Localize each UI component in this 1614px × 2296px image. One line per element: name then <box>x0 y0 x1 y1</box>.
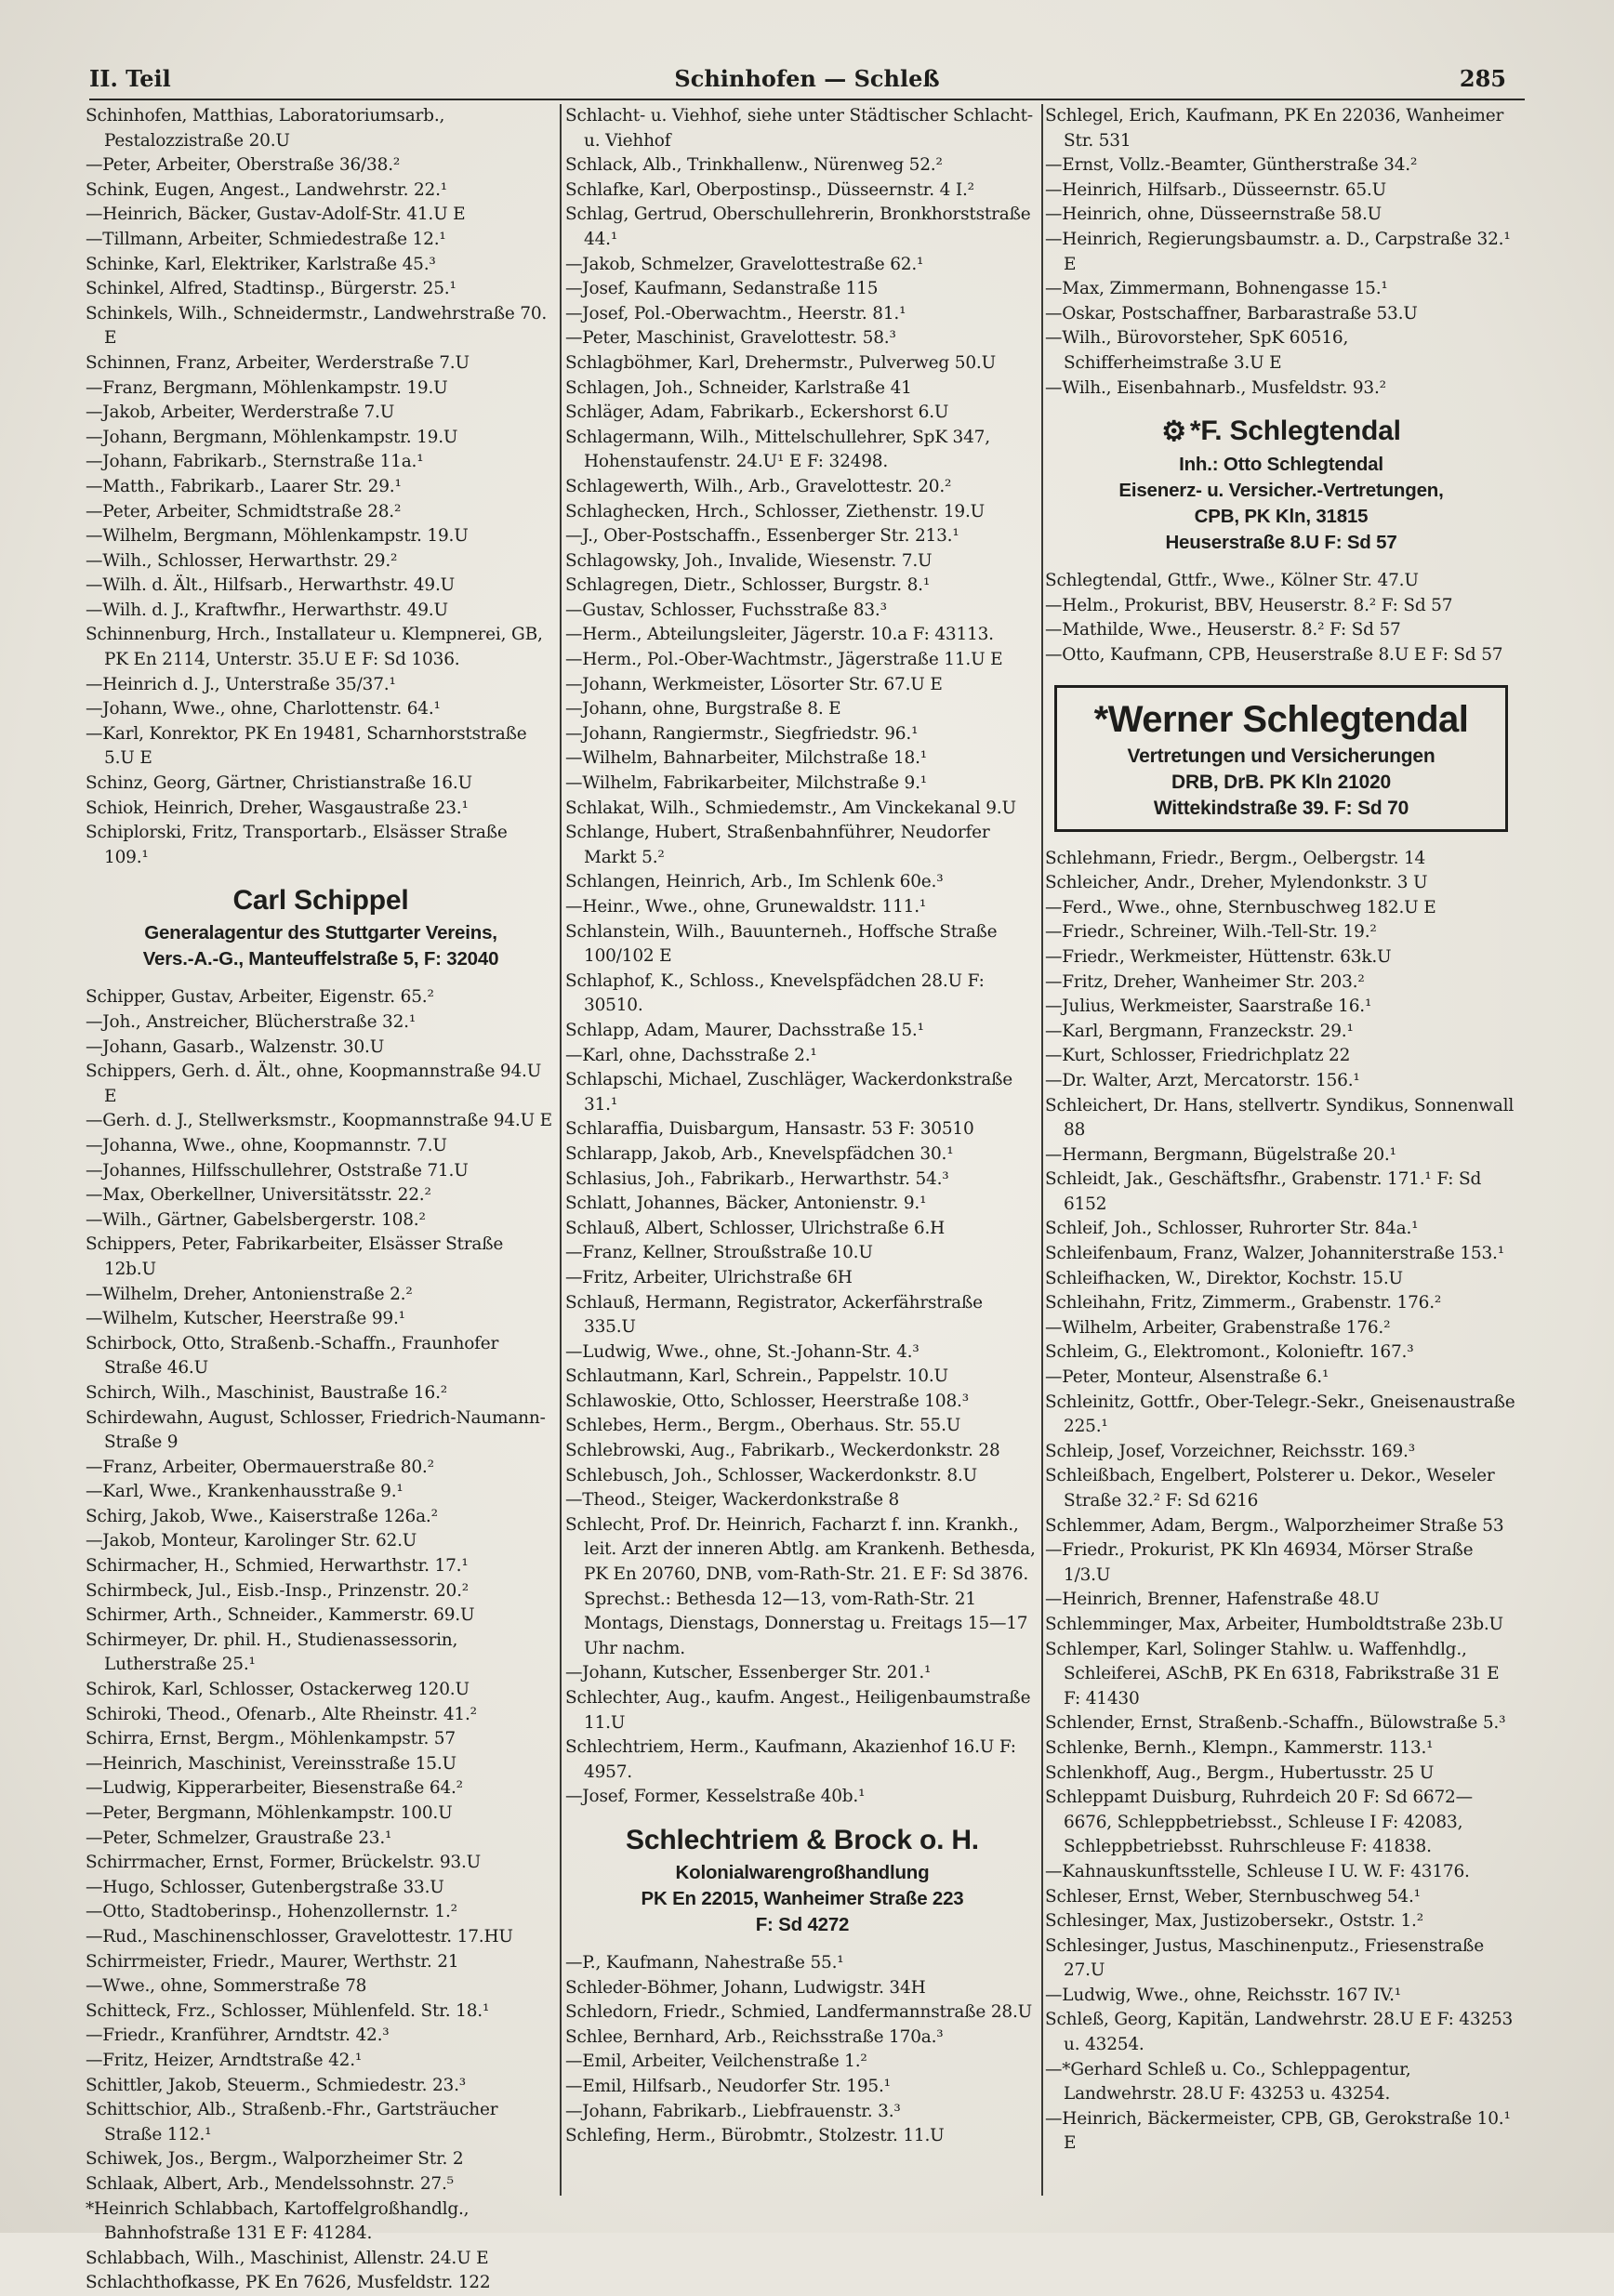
directory-entry: —J., Ober-Postschaffn., Essenberger Str. 213.¹ <box>565 526 959 547</box>
directory-entry: —Emil, Hilfsarb., Neudorfer Str. 195.¹ <box>565 2076 891 2096</box>
directory-entry: Schiplorski, Fritz, Transportarb., Elsässer Straße 109.¹ <box>86 823 508 867</box>
directory-entry: —Karl, Bergmann, Franzeckstr. 29.¹ <box>1045 1021 1354 1041</box>
directory-entry: Schlemminger, Max, Arbeiter, Humboldtstraße 23b.U <box>1045 1614 1503 1634</box>
directory-entry: Schleder-Böhmer, Johann, Ludwigstr. 34H <box>565 1977 926 1998</box>
advertisement-f-schlegtendal <box>1045 412 1517 556</box>
directory-entry: —Max, Zimmermann, Bohnengasse 15.¹ <box>1045 279 1388 299</box>
directory-entry: Schleser, Ernst, Weber, Sternbuschweg 54.¹ <box>1045 1886 1421 1907</box>
entry-list <box>565 104 1039 1810</box>
directory-entry: —Hermann, Bergmann, Bügelstraße 20.¹ <box>1045 1144 1396 1165</box>
directory-entry: Schittschior, Alb., Straßenb.-Fhr., Gartsträucher Straße 112.¹ <box>86 2100 498 2144</box>
directory-entry: —Otto, Stadtoberinsp., Hohenzollernstr. 1.² <box>86 1902 457 1922</box>
ad-line: Inh.: Otto Schlegtendal <box>1179 454 1383 476</box>
directory-entry: Schlebrowski, Aug., Fabrikarb., Weckerdonkstr. 28 <box>565 1441 1000 1461</box>
directory-entry: Schleip, Josef, Vorzeichner, Reichsstr. 169.³ <box>1045 1441 1415 1461</box>
directory-entry: Schinke, Karl, Elektriker, Karlstraße 45.³ <box>86 254 436 274</box>
directory-entry: Schirra, Ernst, Bergm., Möhlenkampstr. 57 <box>86 1729 456 1749</box>
directory-entry: —Heinrich, Regierungsbaumstr. a. D., Carpstraße 32.¹ E <box>1045 229 1511 274</box>
directory-entry: *Heinrich Schlabbach, Kartoffelgroßhandlg., Bahnhofstraße 131 E F: 41284. <box>86 2198 470 2244</box>
directory-entry: —Matth., Fabrikarb., Laarer Str. 29.¹ <box>86 476 402 496</box>
directory-entry: Schlacht- u. Viehhof, siehe unter Städtischer Schlacht- u. Viehhof <box>565 106 1033 151</box>
directory-entry: Schlautmann, Karl, Schrein., Pappelstr. 10.U <box>565 1366 948 1387</box>
directory-entry: —Johann, ohne, Burgstraße 8. E <box>565 699 841 719</box>
directory-entry: Schirch, Wilh., Maschinist, Baustraße 16.² <box>86 1382 447 1403</box>
directory-entry: —Wilhelm, Bahnarbeiter, Milchstraße 18.¹ <box>565 748 927 769</box>
directory-entry: —Kahnauskunftsstelle, Schleuse I U. W. F: 43176. <box>1045 1861 1470 1881</box>
directory-entry: Schleichert, Dr. Hans, stellvertr. Syndikus, Sonnenwall 88 <box>1045 1095 1515 1141</box>
directory-entry: Schleihahn, Fritz, Zimmerm., Grabenstr. 176.² <box>1045 1293 1442 1313</box>
directory-entry: Schlebusch, Joh., Schlosser, Wackerdonkstr. 8.U <box>565 1465 977 1485</box>
ad-line: PK En 22015, Wanheimer Straße 223 <box>641 1887 964 1909</box>
directory-entry: Schittler, Jakob, Steuerm., Schmiedestr. 23.³ <box>86 2075 467 2095</box>
ad-line: DRB, DrB. PK Kln 21020 <box>1171 771 1391 793</box>
directory-entry: Schlaak, Albert, Arb., Mendelssohnstr. 27.⁵ <box>86 2173 454 2194</box>
directory-entry: —Johann, Fabrikarb., Sternstraße 11a.¹ <box>86 452 424 472</box>
directory-entry: —Kurt, Schlosser, Friedrichplatz 22 <box>1045 1046 1351 1066</box>
directory-entry: —Heinrich, Bäcker, Gustav-Adolf-Str. 41.U E <box>86 205 466 225</box>
directory-entry: —Ernst, Vollz.-Beamter, Güntherstraße 34.² <box>1045 155 1418 176</box>
directory-entry: —Theod., Steiger, Wackerdonkstraße 8 <box>565 1490 900 1511</box>
directory-entry: Schleicher, Andr., Dreher, Mylendonkstr. 3 U <box>1045 873 1428 893</box>
ad-line: Kolonialwarengroßhandlung <box>675 1861 930 1883</box>
directory-entry: Schlaghecken, Hrch., Schlosser, Ziethenstr. 19.U <box>565 501 986 521</box>
directory-entry: Schirmbeck, Jul., Eisb.-Insp., Prinzenstr. 20.² <box>86 1580 470 1601</box>
ad-name: *Werner Schlegtendal <box>1093 698 1469 740</box>
directory-entry: Schirrmeister, Friedr., Maurer, Werthstr. 21 <box>86 1951 459 1972</box>
directory-entry: Schlecht, Prof. Dr. Heinrich, Facharzt f. inn. Krankh., leit. Arzt der inneren Abtlg. am Krankenh. Bethesda, PK En 20760, DNB, vom-Rath-Str. 21. E F: Sd 3876. Sprechst.: Bethesda 12—13, vom-Rath-Str. 21 Montags, Dienstags, Donnerstag u. Freitags 15—17 Uhr nachm. <box>565 1514 1036 1658</box>
directory-entry: —Johann, Bergmann, Möhlenkampstr. 19.U <box>86 427 458 447</box>
directory-entry: Schleim, G., Elektromont., Kolonieftr. 167.³ <box>1045 1342 1414 1363</box>
directory-entry: —Wilh. d. J., Kraftwfhr., Herwarthstr. 49.U <box>86 600 448 620</box>
directory-entry: Schlegtendal, Gttfr., Wwe., Kölner Str. 47.U <box>1045 571 1419 591</box>
directory-entry: —Karl, Konrektor, PK En 19481, Scharnhorststraße 5.U E <box>86 723 527 769</box>
directory-entry: —Peter, Arbeiter, Schmidtstraße 28.² <box>86 501 402 521</box>
directory-entry: Schinkel, Alfred, Stadtinsp., Bürgerstr. 25.¹ <box>86 279 456 299</box>
column-divider <box>1041 104 1043 2196</box>
directory-entry: —Ferd., Wwe., ohne, Sternbuschweg 182.U E <box>1045 897 1436 917</box>
directory-entry: Schläger, Adam, Fabrikarb., Eckershorst 6.U <box>565 402 949 423</box>
directory-entry: —Tillmann, Arbeiter, Schmiedestraße 12.¹ <box>86 229 446 249</box>
ad-line: CPB, PK Kln, 31815 <box>1194 506 1369 528</box>
directory-entry: Schirrmacher, Ernst, Former, Brückelstr. 93.U <box>86 1853 482 1873</box>
directory-entry: Schlagregen, Dietr., Schlosser, Burgstr. 8.¹ <box>565 575 931 596</box>
directory-entry: —Dr. Walter, Arzt, Mercatorstr. 156.¹ <box>1045 1070 1360 1090</box>
directory-entry: Schlegel, Erich, Kaufmann, PK En 22036, Wanheimer Str. 531 <box>1045 106 1504 151</box>
page-number: 285 <box>1459 65 1506 92</box>
directory-entry: Schlauß, Albert, Schlosser, Ulrichstraße 6.H <box>565 1218 946 1238</box>
directory-entry: —Johann, Gasarb., Walzenstr. 30.U <box>86 1036 385 1057</box>
directory-entry: Schlafke, Karl, Oberpostinsp., Düsseernstr. 4 I.² <box>565 179 974 200</box>
directory-entry: Schlachthofkasse, PK En 7626, Musfeldstr. 122 <box>86 2273 491 2293</box>
directory-entry: —Heinrich, Hilfsarb., Düsseernstr. 65.U <box>1045 179 1386 200</box>
directory-entry: —Johannes, Hilfsschullehrer, Oststraße 71.U <box>86 1160 469 1181</box>
directory-entry: —Peter, Bergmann, Möhlenkampstr. 100.U <box>86 1803 453 1823</box>
directory-entry: Schleifhacken, W., Direktor, Kochstr. 15.U <box>1045 1268 1403 1288</box>
ad-line: Heuserstraße 8.U F: Sd 57 <box>1165 532 1397 554</box>
directory-entry: —Wwe., ohne, Sommerstraße 78 <box>86 1976 367 1997</box>
directory-entry: —Julius, Werkmeister, Saarstraße 16.¹ <box>1045 996 1372 1017</box>
directory-entry: Schlagewerth, Wilh., Arb., Gravelottestr. 20.² <box>565 476 952 496</box>
directory-entry: Schiwek, Jos., Bergm., Walporzheimer Str. 2 <box>86 2149 464 2170</box>
directory-entry: Schirmeyer, Dr. phil. H., Studienassessorin, Lutherstraße 25.¹ <box>86 1630 458 1675</box>
directory-entry: —Ludwig, Kipperarbeiter, Biesenstraße 64.² <box>86 1778 463 1799</box>
directory-entry: Schlakat, Wilh., Schmiedemstr., Am Vinckekanal 9.U <box>565 798 1016 818</box>
directory-entry: —Peter, Monteur, Alsenstraße 6.¹ <box>1045 1367 1330 1388</box>
directory-entry: —Heinrich, ohne, Düsseernstraße 58.U <box>1045 205 1382 225</box>
directory-entry: Schlesinger, Max, Justizobersekr., Oststr. 1.² <box>1045 1911 1423 1932</box>
directory-entry: Schirok, Karl, Schlosser, Ostackerweg 120.U <box>86 1680 470 1700</box>
directory-entry: Schlefing, Herm., Bürobmtr., Stolzestr. 11.U <box>565 2126 945 2146</box>
directory-entry: —Jakob, Arbeiter, Werderstraße 7.U <box>86 402 395 423</box>
directory-entry: Schlarapp, Jakob, Arb., Knevelspfädchen 30.¹ <box>565 1143 954 1164</box>
directory-entry: —Ludwig, Wwe., ohne, St.-Johann-Str. 4.³ <box>565 1341 919 1362</box>
directory-entry: Schirmer, Arth., Schneider., Kammerstr. 69.U <box>86 1605 475 1626</box>
directory-entry: —P., Kaufmann, Nahestraße 55.¹ <box>565 1952 844 1973</box>
directory-entry: Schlagowsky, Joh., Invalide, Wiesenstr. 7.U <box>565 550 933 571</box>
directory-entry: Schink, Eugen, Angest., Landwehrstr. 22.¹ <box>86 179 448 200</box>
column-2 <box>565 104 1039 2207</box>
directory-entry: —Jakob, Monteur, Karolinger Str. 62.U <box>86 1531 417 1551</box>
directory-entry: —Otto, Kaufmann, CPB, Heuserstraße 8.U E F: Sd 57 <box>1045 644 1503 665</box>
directory-entry: —Wilhelm, Fabrikarbeiter, Milchstraße 9.¹ <box>565 773 927 794</box>
entry-list <box>1045 569 1517 667</box>
directory-entry: —Friedr., Prokurist, PK Kln 46934, Mörser Straße 1/3.U <box>1045 1540 1474 1585</box>
directory-entry: —Peter, Arbeiter, Oberstraße 36/38.² <box>86 155 401 176</box>
directory-entry: Schlaraffia, Duisbargum, Hansastr. 53 F: 30510 <box>565 1119 974 1140</box>
entry-list <box>86 985 556 2295</box>
directory-entry: —Wilh., Bürovorsteher, SpK 60516, Schifferheimstraße 3.U E <box>1045 328 1349 373</box>
directory-entry: Schinnen, Franz, Arbeiter, Werderstraße 7.U <box>86 352 470 373</box>
directory-entry: —*Gerhard Schleß u. Co., Schleppagentur, Landwehrstr. 28.U F: 43253 u. 43254. <box>1045 2059 1411 2105</box>
directory-entry: —Heinrich, Brenner, Hafenstraße 48.U <box>1045 1590 1380 1610</box>
ad-line: Eisenerz- u. Versicher.-Vertretungen, <box>1118 480 1444 502</box>
directory-entry: —Gustav, Schlosser, Fuchsstraße 83.³ <box>565 600 887 620</box>
directory-entry: Schlapschi, Michael, Zuschläger, Wackerdonkstraße 31.¹ <box>565 1070 1013 1115</box>
directory-entry: —Mathilde, Wwe., Heuserstr. 8.² F: Sd 57 <box>1045 620 1401 640</box>
directory-entry: Schlag, Gertrud, Oberschullehrerin, Bronkhorststraße 44.¹ <box>565 205 1031 249</box>
ad-line: Generalagentur des Stuttgarter Vereins, <box>144 922 497 944</box>
directory-entry: —Hugo, Schlosser, Gutenbergstraße 33.U <box>86 1877 444 1897</box>
directory-entry: —Johann, Fabrikarb., Liebfrauenstr. 3.³ <box>565 2101 901 2121</box>
directory-entry: Schiroki, Theod., Ofenarb., Alte Rheinstr. 41.² <box>86 1704 477 1724</box>
gear-logo-icon: ⚙ <box>1161 416 1186 448</box>
directory-entry: —Wilh., Schlosser, Herwarthstr. 29.² <box>86 550 398 571</box>
directory-entry: Schlagermann, Wilh., Mittelschullehrer, SpK 347, Hohenstaufenstr. 24.U¹ E F: 32498. <box>565 427 990 472</box>
advertisement-schlechtriem-brock <box>565 1821 1039 1938</box>
directory-entry: —Joh., Anstreicher, Blücherstraße 32.¹ <box>86 1012 417 1032</box>
directory-entry: —Josef, Former, Kesselstraße 40b.¹ <box>565 1787 866 1807</box>
directory-entry: Schinhofen, Matthias, Laboratoriumsarb., Pestalozzistraße 20.U <box>86 106 445 151</box>
directory-entry: —Gerh. d. J., Stellwerksmstr., Koopmannstraße 94.U E <box>86 1111 552 1131</box>
entry-list <box>1045 847 1517 2157</box>
advertisement-carl-schippel <box>86 881 556 972</box>
directory-entry: —Friedr., Werkmeister, Hüttenstr. 63k.U <box>1045 946 1392 967</box>
entry-list <box>1045 104 1517 401</box>
directory-entry: —Johann, Kutscher, Essenberger Str. 201.¹ <box>565 1663 932 1683</box>
directory-entry: —Peter, Schmelzer, Graustraße 23.¹ <box>86 1828 392 1848</box>
directory-entry: —Franz, Kellner, Stroußstraße 10.U <box>565 1243 873 1263</box>
directory-entry: —Wilhelm, Arbeiter, Grabenstraße 176.² <box>1045 1317 1391 1338</box>
directory-entry: Schlasius, Joh., Fabrikarb., Herwarthstr. 54.³ <box>565 1168 949 1189</box>
directory-entry: Schinkels, Wilh., Schneidermstr., Landwehrstraße 70. E <box>86 303 548 349</box>
directory-entry: Schlatt, Johannes, Bäcker, Antonienstr. 9.¹ <box>565 1194 927 1214</box>
directory-entry: Schleppamt Duisburg, Ruhrdeich 20 F: Sd 6672—6676, Schleppbetriebsst., Schleuse I F: 42083, Schleppbetriebsst. Ruhrschleuse F: 41838. <box>1045 1788 1473 1857</box>
directory-entry: —Wilh. d. Ält., Hilfsarb., Herwarthstr. 49.U <box>86 575 456 596</box>
directory-entry: Schlagböhmer, Karl, Drehermstr., Pulverweg 50.U <box>565 352 996 373</box>
directory-entry: —Heinrich d. J., Unterstraße 35/37.¹ <box>86 674 396 694</box>
directory-entry: —Wilh., Eisenbahnarb., Musfeldstr. 93.² <box>1045 377 1386 398</box>
directory-entry: Schledorn, Friedr., Schmied, Landfermannstraße 28.U <box>565 2002 1033 2023</box>
directory-entry: Schlebes, Herm., Bergm., Oberhaus. Str. 55.U <box>565 1416 961 1436</box>
column-3 <box>1045 104 1517 2207</box>
page-header <box>89 61 1525 100</box>
directory-entry: Schleidt, Jak., Geschäftsfhr., Grabenstr. 171.¹ F: Sd 6152 <box>1045 1169 1482 1214</box>
directory-entry: —Herm., Pol.-Ober-Wachtmstr., Jägerstraße 11.U E <box>565 650 1003 670</box>
directory-entry: —Friedr., Schreiner, Wilh.-Tell-Str. 19.² <box>1045 922 1377 943</box>
directory-entry: —Wilh., Gärtner, Gabelsbergerstr. 108.² <box>86 1209 426 1230</box>
directory-entry: —Oskar, Postschaffner, Barbarastraße 53.U <box>1045 303 1418 323</box>
directory-entry: Schlesinger, Justus, Maschinenputz., Friesenstraße 27.U <box>1045 1935 1484 1981</box>
directory-entry: Schlemper, Karl, Solinger Stahlw. u. Waffenhdlg., Schleiferei, ASchB, PK En 6318, Fabrikstraße 31 E F: 41430 <box>1045 1639 1500 1709</box>
directory-entry: —Johann, Rangiermstr., Siegfriedstr. 96.¹ <box>565 723 919 744</box>
directory-entry: Schlechter, Aug., kaufm. Angest., Heiligenbaumstraße 11.U <box>565 1688 1031 1733</box>
ad-name: Schlechtriem & Brock o. H. <box>626 1824 979 1855</box>
directory-entry: —Josef, Kaufmann, Sedanstraße 115 <box>565 279 879 299</box>
directory-entry: Schlagen, Joh., Schneider, Karlstraße 41 <box>565 377 912 398</box>
directory-entry: Schleif, Joh., Schlosser, Ruhrorter Str. 84a.¹ <box>1045 1219 1419 1239</box>
directory-entry: —Fritz, Heizer, Arndtstraße 42.¹ <box>86 2050 363 2070</box>
directory-entry: Schippers, Peter, Fabrikarbeiter, Elsässer Straße 12b.U <box>86 1234 504 1279</box>
directory-entry: Schlack, Alb., Trinkhallenw., Nürenweg 52.² <box>565 155 943 176</box>
directory-entry: Schitteck, Frz., Schlosser, Mühlenfeld. Str. 18.¹ <box>86 2000 490 2021</box>
directory-entry: Schlechtriem, Herm., Kaufmann, Akazienhof 16.U F: 4957. <box>565 1737 1016 1782</box>
directory-entry: Schirbock, Otto, Straßenb.-Schaffn., Fraunhofer Straße 46.U <box>86 1333 499 1379</box>
directory-entry: Schirdewahn, August, Schlosser, Friedrich-Naumann-Straße 9 <box>86 1407 546 1453</box>
directory-entry: Schlabbach, Wilh., Maschinist, Allenstr. 24.U E <box>86 2248 489 2268</box>
directory-entry: —Wilhelm, Bergmann, Möhlenkampstr. 19.U <box>86 526 469 547</box>
directory-entry: Schlange, Hubert, Straßenbahnführer, Neudorfer Markt 5.² <box>565 823 990 867</box>
directory-entry: —Johanna, Wwe., ohne, Koopmannstr. 7.U <box>86 1135 447 1155</box>
directory-entry: —Franz, Arbeiter, Obermauerstraße 80.² <box>86 1457 434 1477</box>
directory-entry: Schleß, Georg, Kapitän, Landwehrstr. 28.U E F: 43253 u. 43254. <box>1045 2010 1514 2055</box>
ad-line: Vers.-A.-G., Manteuffelstraße 5, F: 32040 <box>142 948 499 970</box>
directory-entry: Schleinitz, Gottfr., Ober-Telegr.-Sekr., Gneisenaustraße 225.¹ <box>1045 1392 1515 1437</box>
directory-entry: —Ludwig, Wwe., ohne, Reichsstr. 167 IV.¹ <box>1045 1985 1402 2005</box>
directory-entry: —Max, Oberkellner, Universitätsstr. 22.² <box>86 1185 431 1206</box>
directory-entry: Schlangen, Heinrich, Arb., Im Schlenk 60e.³ <box>565 872 944 892</box>
directory-entry: —Fritz, Dreher, Wanheimer Str. 203.² <box>1045 971 1365 992</box>
column-divider <box>560 104 562 2196</box>
directory-entry: —Peter, Maschinist, Gravelottestr. 58.³ <box>565 328 896 349</box>
directory-entry: —Karl, ohne, Dachsstraße 2.¹ <box>565 1045 817 1065</box>
directory-entry: Schirmacher, H., Schmied, Herwarthstr. 17.¹ <box>86 1556 469 1577</box>
ad-line: Wittekindstraße 39. F: Sd 70 <box>1153 797 1409 819</box>
directory-entry: Schipper, Gustav, Arbeiter, Eigenstr. 65.² <box>86 987 434 1008</box>
directory-entry: —Heinrich, Maschinist, Vereinsstraße 15.U <box>86 1753 456 1774</box>
directory-entry: —Rud., Maschinenschlosser, Gravelottestr. 17.HU <box>86 1926 513 1946</box>
directory-entry: —Heinrich, Bäckermeister, CPB, GB, Gerokstraße 10.¹ E <box>1045 2108 1511 2154</box>
directory-entry: —Wilhelm, Dreher, Antonienstraße 2.² <box>86 1284 413 1304</box>
directory-entry: —Wilhelm, Kutscher, Heerstraße 99.¹ <box>86 1309 405 1329</box>
directory-entry: Schleifenbaum, Franz, Walzer, Johanniterstraße 153.¹ <box>1045 1244 1504 1264</box>
directory-entry: —Friedr., Kranführer, Arndtstr. 42.³ <box>86 2025 390 2046</box>
directory-entry: Schlapp, Adam, Maurer, Dachsstraße 15.¹ <box>565 1020 924 1040</box>
header-part: II. Teil <box>89 65 171 92</box>
directory-entry: Schippers, Gerh. d. Ält., ohne, Koopmannstraße 94.U E <box>86 1062 542 1106</box>
directory-entry: —Johann, Wwe., ohne, Charlottenstr. 64.¹ <box>86 699 441 719</box>
directory-entry: Schlemmer, Adam, Bergm., Walporzheimer Straße 53 <box>1045 1515 1504 1536</box>
directory-entry: Schlaphof, K., Schloss., Knevelspfädchen 28.U F: 30510. <box>565 970 985 1016</box>
directory-entry: Schirg, Jakob, Wwe., Kaiserstraße 126a.² <box>86 1506 438 1526</box>
directory-entry: Schlenkhoff, Aug., Bergm., Hubertusstr. 25 U <box>1045 1762 1435 1783</box>
ad-line: Vertretungen und Versicherungen <box>1127 745 1435 767</box>
directory-entry: —Jakob, Schmelzer, Gravelottestraße 62.¹ <box>565 254 924 274</box>
directory-entry: Schlee, Bernhard, Arb., Reichsstraße 170a.³ <box>565 2026 944 2047</box>
entry-list <box>565 1951 1039 2149</box>
header-range: Schinhofen — Schleß <box>674 65 940 92</box>
directory-entry: Schlenke, Bernh., Klempn., Kammerstr. 113.¹ <box>1045 1737 1434 1758</box>
directory-entry: —Johann, Werkmeister, Lösorter Str. 67.U E <box>565 674 943 694</box>
entry-list <box>86 104 556 870</box>
directory-entry: Schinz, Georg, Gärtner, Christianstraße 16.U <box>86 773 472 794</box>
advertisement-werner-schlegtendal <box>1054 685 1508 832</box>
directory-entry: —Helm., Prokurist, BBV, Heuserstr. 8.² F: Sd 57 <box>1045 595 1453 615</box>
column-1 <box>86 104 556 2293</box>
directory-entry: Schlender, Ernst, Straßenb.-Schaffn., Bülowstraße 5.³ <box>1045 1713 1506 1734</box>
directory-entry: Schlehmann, Friedr., Bergm., Oelbergstr. 14 <box>1045 848 1426 868</box>
ad-name: Carl Schippel <box>232 885 409 917</box>
ad-line: F: Sd 4272 <box>755 1913 850 1935</box>
ad-name: *F. Schlegtendal <box>1189 416 1401 447</box>
directory-entry: —Karl, Wwe., Krankenhausstraße 9.¹ <box>86 1482 404 1502</box>
directory-entry: Schlauß, Hermann, Registrator, Ackerfährstraße 335.U <box>565 1292 983 1338</box>
directory-entry: Schiok, Heinrich, Dreher, Wasgaustraße 23.¹ <box>86 798 469 818</box>
directory-entry: —Josef, Pol.-Oberwachtm., Heerstr. 81.¹ <box>565 303 906 323</box>
directory-entry: Schlanstein, Wilh., Bauunterneh., Hoffsche Straße 100/102 E <box>565 921 998 967</box>
directory-entry: —Emil, Arbeiter, Veilchenstraße 1.² <box>565 2052 867 2072</box>
directory-entry: Schleißbach, Engelbert, Polsterer u. Dekor., Weseler Straße 32.² F: Sd 6216 <box>1045 1466 1495 1511</box>
directory-entry: Schinnenburg, Hrch., Installateur u. Klempnerei, GB, PK En 2114, Unterstr. 35.U E F: Sd 1036. <box>86 625 543 670</box>
directory-entry: —Fritz, Arbeiter, Ulrichstraße 6H <box>565 1267 853 1287</box>
directory-entry: —Heinr., Wwe., ohne, Grunewaldstr. 111.¹ <box>565 897 927 917</box>
directory-entry: Schlawoskie, Otto, Schlosser, Heerstraße 108.³ <box>565 1391 969 1411</box>
directory-entry: —Franz, Bergmann, Möhlenkampstr. 19.U <box>86 377 448 398</box>
directory-entry: —Herm., Abteilungsleiter, Jägerstr. 10.a F: 43113. <box>565 625 994 645</box>
